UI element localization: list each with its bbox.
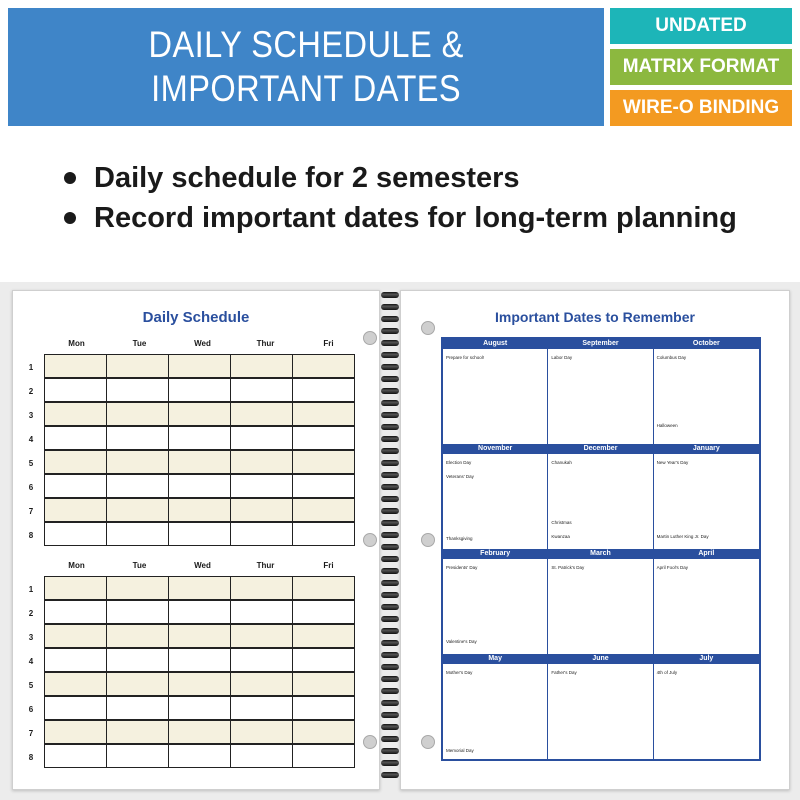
holiday-label: St. Patrick's Day: [551, 565, 585, 570]
period-number: 8: [28, 752, 34, 762]
schedule-cell: [106, 522, 169, 546]
schedule-cell: [168, 426, 231, 450]
holiday-label: Labor Day: [551, 355, 573, 360]
day-header-tue: Tue: [132, 339, 147, 348]
period-number: 1: [28, 362, 34, 372]
spiral-coil: [381, 520, 399, 526]
schedule-cell: [168, 498, 231, 522]
schedule-cell: [44, 378, 107, 402]
month-header: March: [548, 549, 652, 559]
schedule-cell: [106, 378, 169, 402]
schedule-cell: [230, 648, 293, 672]
month-box-july: [654, 654, 759, 759]
month-box-march: [548, 549, 653, 654]
spiral-coil: [381, 340, 399, 346]
month-header: August: [443, 339, 547, 349]
important-dates-grid: [441, 337, 761, 761]
month-box-october: [654, 339, 759, 444]
schedule-cell: [292, 576, 355, 600]
schedule-cell: [292, 522, 355, 546]
holiday-label: Kwanzaa: [551, 534, 570, 539]
schedule-cell: [44, 696, 107, 720]
punch-hole: [421, 735, 435, 749]
spiral-coil: [381, 640, 399, 646]
holiday-label: Election Day: [446, 460, 472, 465]
period-number: 1: [28, 584, 34, 594]
schedule-cell: [230, 402, 293, 426]
schedule-cell: [292, 624, 355, 648]
spiral-coil: [381, 352, 399, 358]
schedule-cell: [292, 600, 355, 624]
holiday-label: Memorial Day: [446, 748, 474, 753]
schedule-cell: [230, 576, 293, 600]
spiral-coil: [381, 388, 399, 394]
schedule-row: [17, 673, 360, 697]
feature-item: [64, 198, 737, 238]
schedule-cell: [168, 378, 231, 402]
spiral-coil: [381, 676, 399, 682]
schedule-cell: [106, 474, 169, 498]
spiral-coil: [381, 556, 399, 562]
month-box-august: [443, 339, 548, 444]
day-header-wed: Wed: [194, 339, 211, 348]
month-header: May: [443, 654, 547, 664]
day-header-mon: Mon: [68, 339, 85, 348]
month-box-june: [548, 654, 653, 759]
schedule-cell: [168, 720, 231, 744]
schedule-row: [17, 475, 360, 499]
schedule-cell: [292, 498, 355, 522]
punch-hole: [421, 321, 435, 335]
schedule-cell: [44, 744, 107, 768]
feature-item: [64, 158, 737, 198]
day-header-thur: Thur: [256, 561, 275, 570]
schedule-cell: [168, 522, 231, 546]
schedule-cell: [168, 474, 231, 498]
banner-title: [148, 23, 463, 111]
schedule-row: [17, 451, 360, 475]
tag-wire-o-binding: WIRE-O BINDING: [610, 90, 792, 126]
spiral-coil: [381, 604, 399, 610]
spiral-coil: [381, 592, 399, 598]
schedule-cell: [106, 720, 169, 744]
schedule-cell: [44, 648, 107, 672]
schedule-cell: [230, 696, 293, 720]
period-number: 3: [28, 632, 34, 642]
holiday-label: 4th of July: [656, 670, 678, 675]
spiral-coil: [381, 508, 399, 514]
schedule-row: [17, 427, 360, 451]
schedule-row: [17, 697, 360, 721]
schedule-row: [17, 721, 360, 745]
spiral-coil: [381, 484, 399, 490]
month-box-december: [548, 444, 653, 549]
spiral-coil: [381, 460, 399, 466]
holiday-label: Father's Day: [551, 670, 577, 675]
spiral-coil: [381, 292, 399, 298]
schedule-cell: [44, 354, 107, 378]
punch-hole: [363, 331, 377, 345]
holiday-label: Prepare for school!: [446, 355, 485, 360]
month-box-november: [443, 444, 548, 549]
punch-hole: [363, 533, 377, 547]
holiday-label: Presidents' Day: [446, 565, 478, 570]
period-number: 3: [28, 410, 34, 420]
schedule-cell: [168, 696, 231, 720]
schedule-row: [17, 601, 360, 625]
schedule-cell: [44, 474, 107, 498]
spiral-coil: [381, 316, 399, 322]
schedule-cell: [44, 498, 107, 522]
holiday-label: New Year's Day: [656, 460, 689, 465]
schedule-cell: [292, 648, 355, 672]
holiday-label: Valentine's Day: [446, 639, 477, 644]
day-header-row: [45, 339, 360, 355]
spiral-coil: [381, 328, 399, 334]
schedule-cell: [106, 576, 169, 600]
schedule-cell: [230, 720, 293, 744]
important-dates-page: [400, 290, 790, 790]
month-header: December: [548, 444, 652, 454]
month-header: April: [654, 549, 759, 559]
day-header-wed: Wed: [194, 561, 211, 570]
period-number: 7: [28, 728, 34, 738]
schedule-cell: [106, 648, 169, 672]
spiral-coil: [381, 364, 399, 370]
schedule-cell: [106, 624, 169, 648]
schedule-cell: [168, 672, 231, 696]
month-box-january: [654, 444, 759, 549]
period-number: 4: [28, 656, 34, 666]
schedule-cell: [106, 672, 169, 696]
schedule-cell: [292, 378, 355, 402]
schedule-cell: [230, 522, 293, 546]
day-header-fri: Fri: [323, 339, 334, 348]
daily-schedule-title: Daily Schedule: [142, 309, 250, 326]
month-header: July: [654, 654, 759, 664]
holiday-label: Halloween: [656, 423, 678, 428]
month-header: October: [654, 339, 759, 349]
feature-list: [64, 158, 737, 238]
schedule-cell: [230, 354, 293, 378]
schedule-row: [17, 499, 360, 523]
schedule-cell: [106, 354, 169, 378]
banner-title-line-2: IMPORTANT DATES: [151, 68, 461, 109]
holiday-label: Veterans' Day: [446, 474, 474, 479]
month-header: January: [654, 444, 759, 454]
schedule-cell: [230, 450, 293, 474]
schedule-cell: [292, 672, 355, 696]
tag-undated: UNDATED: [610, 8, 792, 44]
schedule-cell: [168, 624, 231, 648]
month-header: February: [443, 549, 547, 559]
schedule-cell: [292, 696, 355, 720]
period-number: 5: [28, 680, 34, 690]
punch-hole: [421, 533, 435, 547]
spiral-coil: [381, 376, 399, 382]
holiday-label: Martin Luther King Jr. Day: [656, 534, 709, 539]
schedule-cell: [292, 720, 355, 744]
schedule-cell: [292, 354, 355, 378]
schedule-cell: [168, 576, 231, 600]
period-number: 2: [28, 608, 34, 618]
schedule-cell: [44, 672, 107, 696]
spiral-coil: [381, 724, 399, 730]
month-box-may: [443, 654, 548, 759]
schedule-row: [17, 745, 360, 769]
day-header-tue: Tue: [132, 561, 147, 570]
schedule-grid-semester-2: [17, 561, 360, 769]
spiral-coil: [381, 616, 399, 622]
spiral-coil: [381, 748, 399, 754]
spiral-coil: [381, 448, 399, 454]
schedule-cell: [292, 474, 355, 498]
schedule-row: [17, 355, 360, 379]
schedule-cell: [292, 744, 355, 768]
schedule-row: [17, 379, 360, 403]
schedule-cell: [230, 600, 293, 624]
day-header-mon: Mon: [68, 561, 85, 570]
month-box-september: [548, 339, 653, 444]
schedule-cell: [106, 696, 169, 720]
schedule-cell: [168, 648, 231, 672]
month-box-february: [443, 549, 548, 654]
schedule-cell: [106, 450, 169, 474]
schedule-cell: [230, 624, 293, 648]
schedule-cell: [106, 402, 169, 426]
schedule-cell: [106, 600, 169, 624]
punch-hole: [363, 735, 377, 749]
schedule-cell: [44, 402, 107, 426]
period-number: 6: [28, 482, 34, 492]
title-banner: [8, 8, 604, 126]
spiral-coil: [381, 496, 399, 502]
schedule-cell: [230, 378, 293, 402]
schedule-cell: [230, 426, 293, 450]
schedule-cell: [44, 426, 107, 450]
spiral-coil: [381, 400, 399, 406]
day-header-fri: Fri: [323, 561, 334, 570]
notebook-image: [0, 282, 800, 800]
spiral-coil: [381, 652, 399, 658]
schedule-cell: [44, 624, 107, 648]
important-dates-title: Important Dates to Remember: [495, 309, 695, 325]
spiral-coil: [381, 544, 399, 550]
schedule-cell: [44, 450, 107, 474]
schedule-cell: [168, 450, 231, 474]
month-box-april: [654, 549, 759, 654]
schedule-cell: [44, 720, 107, 744]
holiday-label: Mother's Day: [446, 670, 473, 675]
month-header: September: [548, 339, 652, 349]
schedule-cell: [106, 426, 169, 450]
spiral-coil: [381, 436, 399, 442]
schedule-cell: [168, 354, 231, 378]
bullet-icon: [64, 172, 76, 184]
spiral-coil: [381, 568, 399, 574]
spiral-coil: [381, 424, 399, 430]
period-number: 5: [28, 458, 34, 468]
spiral-coil: [381, 700, 399, 706]
period-number: 6: [28, 704, 34, 714]
day-header-thur: Thur: [256, 339, 275, 348]
tag-matrix-format: MATRIX FORMAT: [610, 49, 792, 85]
schedule-row: [17, 577, 360, 601]
holiday-label: Christmas: [551, 520, 572, 525]
wire-o-spiral: [381, 292, 399, 784]
schedule-grid-semester-1: [17, 339, 360, 547]
daily-schedule-page: [12, 290, 380, 790]
banner-title-line-1: DAILY SCHEDULE &: [148, 24, 464, 65]
spiral-coil: [381, 532, 399, 538]
holiday-label: Thanksgiving: [446, 536, 473, 541]
feature-text: Record important dates for long-term planning: [94, 201, 737, 234]
schedule-cell: [230, 672, 293, 696]
month-header: November: [443, 444, 547, 454]
schedule-cell: [292, 402, 355, 426]
schedule-cell: [168, 600, 231, 624]
spiral-coil: [381, 412, 399, 418]
schedule-row: [17, 625, 360, 649]
holiday-label: April Fool's Day: [656, 565, 689, 570]
schedule-cell: [44, 522, 107, 546]
spiral-coil: [381, 664, 399, 670]
period-number: 4: [28, 434, 34, 444]
bullet-icon: [64, 212, 76, 224]
spiral-coil: [381, 688, 399, 694]
schedule-cell: [292, 450, 355, 474]
schedule-cell: [44, 576, 107, 600]
spiral-coil: [381, 304, 399, 310]
schedule-cell: [230, 744, 293, 768]
period-number: 8: [28, 530, 34, 540]
schedule-cell: [230, 474, 293, 498]
period-number: 2: [28, 386, 34, 396]
schedule-row: [17, 403, 360, 427]
spiral-coil: [381, 472, 399, 478]
schedule-cell: [168, 402, 231, 426]
month-header: June: [548, 654, 652, 664]
spiral-coil: [381, 628, 399, 634]
period-number: 7: [28, 506, 34, 516]
schedule-cell: [292, 426, 355, 450]
spiral-coil: [381, 580, 399, 586]
schedule-row: [17, 649, 360, 673]
spiral-coil: [381, 736, 399, 742]
spiral-coil: [381, 772, 399, 778]
holiday-label: Columbus Day: [656, 355, 687, 360]
schedule-cell: [44, 600, 107, 624]
day-header-row: [45, 561, 360, 577]
schedule-cell: [230, 498, 293, 522]
holiday-label: Chanukah: [551, 460, 572, 465]
schedule-row: [17, 523, 360, 547]
schedule-cell: [168, 744, 231, 768]
schedule-cell: [106, 744, 169, 768]
spiral-coil: [381, 760, 399, 766]
schedule-cell: [106, 498, 169, 522]
feature-text: Daily schedule for 2 semesters: [94, 161, 520, 194]
spiral-coil: [381, 712, 399, 718]
